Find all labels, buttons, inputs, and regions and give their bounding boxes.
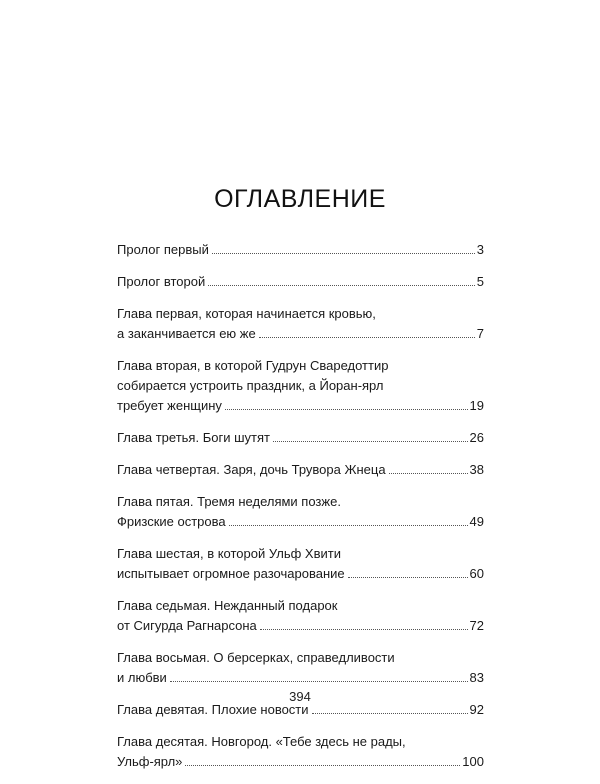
dot-leader [312, 713, 468, 714]
dot-leader [212, 253, 475, 254]
toc-entry-9[interactable] [117, 596, 484, 636]
toc-entry-title: Ульф-ярл» [117, 754, 183, 769]
dot-leader [259, 337, 475, 338]
page-title: ОГЛАВЛЕНИЕ [214, 185, 386, 213]
dot-leader [389, 473, 468, 474]
toc-entry-title: Глава вторая, в которой Гудрун Сваредоттир [117, 358, 389, 373]
toc-entry-1[interactable] [117, 240, 484, 260]
toc-page-number: 7 [476, 326, 484, 341]
toc-entry-title: испытывает огромное разочарование [117, 566, 345, 581]
toc-page-number: 3 [476, 242, 484, 257]
dot-leader [225, 409, 468, 410]
toc-page-number: 83 [469, 670, 484, 685]
toc-page-number: 5 [476, 274, 484, 289]
dot-leader [185, 765, 460, 766]
dot-leader [260, 629, 468, 630]
dot-leader [273, 441, 468, 442]
toc-entry-7[interactable] [117, 492, 484, 532]
toc-entry-title: Глава первая, которая начинается кровью, [117, 306, 376, 321]
toc-entry-4[interactable] [117, 356, 484, 416]
toc-entry-title: Глава восьмая. О берсерках, справедливости [117, 650, 395, 665]
toc-entry-title: требует женщину [117, 398, 222, 413]
toc-entry-8[interactable] [117, 544, 484, 584]
toc-entry-title: собирается устроить праздник, а Йоран-ярл [117, 378, 384, 393]
dot-leader [229, 525, 468, 526]
toc-entry-title: Глава шестая, в которой Ульф Хвити [117, 546, 341, 561]
dot-leader [170, 681, 468, 682]
toc-entry-title: Глава третья. Боги шутят [117, 430, 270, 445]
toc-entry-title: Глава десятая. Новгород. «Тебе здесь не рады, [117, 734, 406, 749]
toc-entry-title: Глава девятая. Плохие новости [117, 702, 309, 717]
toc-entry-title: Глава пятая. Тремя неделями позже. [117, 494, 341, 509]
toc-entry-title: а заканчивается ею же [117, 326, 256, 341]
toc-entry-title: Пролог второй [117, 274, 206, 289]
toc-page-number: 92 [469, 702, 484, 717]
toc-entry-2[interactable] [117, 272, 484, 292]
toc-entry-title: от Сигурда Рагнарсона [117, 618, 257, 633]
toc-entry-title: Глава четвертая. Заря, дочь Трувора Жнеца [117, 462, 386, 477]
toc-entry-6[interactable] [117, 460, 484, 480]
page-number: 394 [289, 689, 311, 704]
toc-entry-title: и любви [117, 670, 167, 685]
toc-entry-title: Пролог первый [117, 242, 209, 257]
toc-page-number: 72 [469, 618, 484, 633]
toc-page-number: 19 [469, 398, 484, 413]
toc-entry-title: Фризские острова [117, 514, 226, 529]
toc-page-number: 60 [469, 566, 484, 581]
toc-entry-10[interactable] [117, 648, 484, 688]
toc-page-number: 49 [469, 514, 484, 529]
toc-page-number: 100 [462, 754, 484, 769]
toc-entry-12[interactable] [117, 732, 484, 772]
toc-page-number: 26 [469, 430, 484, 445]
toc-page-number: 38 [469, 462, 484, 477]
toc-entry-title: Глава седьмая. Нежданный подарок [117, 598, 338, 613]
toc-entry-5[interactable] [117, 428, 484, 448]
dot-leader [208, 285, 475, 286]
dot-leader [348, 577, 468, 578]
toc-entry-3[interactable] [117, 304, 484, 344]
